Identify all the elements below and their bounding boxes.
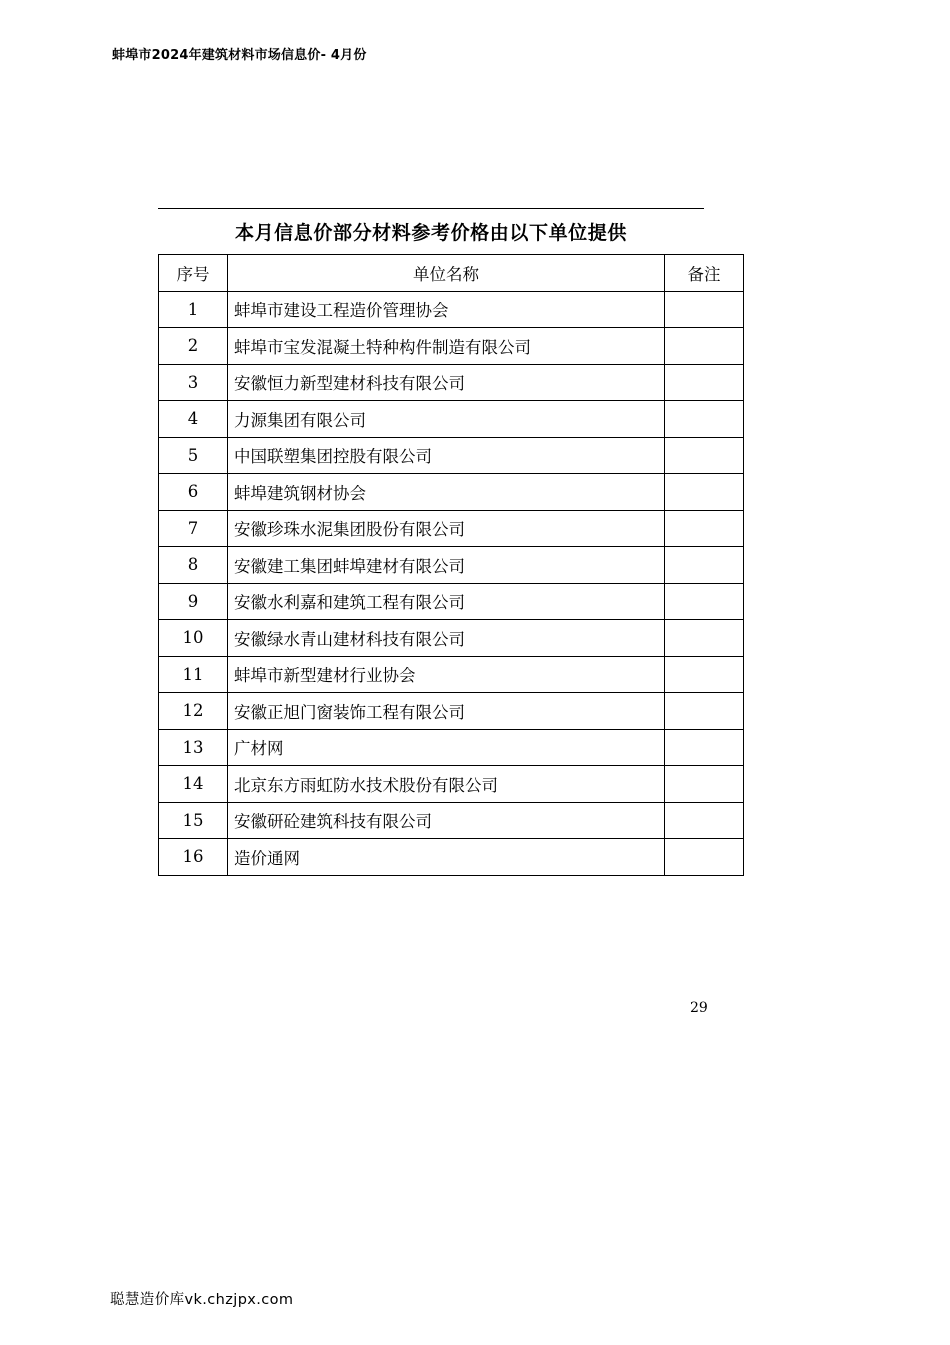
cell-index: 4 [159, 401, 228, 438]
cell-name: 安徽水利嘉和建筑工程有限公司 [228, 583, 665, 620]
cell-name: 蚌埠市建设工程造价管理协会 [228, 291, 665, 328]
cell-index: 3 [159, 364, 228, 401]
table-header [159, 255, 744, 292]
cell-index: 8 [159, 547, 228, 584]
cell-note [665, 766, 744, 803]
cell-index: 2 [159, 328, 228, 365]
cell-name: 安徽正旭门窗装饰工程有限公司 [228, 693, 665, 730]
cell-name: 蚌埠市宝发混凝土特种构件制造有限公司 [228, 328, 665, 365]
cell-note [665, 474, 744, 511]
column-header-name: 单位名称 [228, 255, 665, 292]
table-header-row [159, 255, 744, 292]
cell-note [665, 583, 744, 620]
cell-index: 5 [159, 437, 228, 474]
cell-index: 13 [159, 729, 228, 766]
cell-note [665, 839, 744, 876]
table-row [159, 510, 744, 547]
cell-note [665, 364, 744, 401]
cell-name: 力源集团有限公司 [228, 401, 665, 438]
cell-note [665, 328, 744, 365]
cell-index: 1 [159, 291, 228, 328]
table-row [159, 693, 744, 730]
cell-index: 11 [159, 656, 228, 693]
table-title: 本月信息价部分材料参考价格由以下单位提供 [234, 222, 627, 244]
table-row [159, 437, 744, 474]
cell-note [665, 729, 744, 766]
cell-name: 安徽绿水青山建材科技有限公司 [228, 620, 665, 657]
table-row [159, 547, 744, 584]
cell-name: 广材网 [228, 729, 665, 766]
cell-note [665, 437, 744, 474]
cell-name: 中国联塑集团控股有限公司 [228, 437, 665, 474]
cell-name: 安徽珍珠水泥集团股份有限公司 [228, 510, 665, 547]
table-row [159, 474, 744, 511]
table-row [159, 620, 744, 657]
cell-name: 蚌埠建筑钢材协会 [228, 474, 665, 511]
cell-note [665, 510, 744, 547]
cell-note [665, 291, 744, 328]
table-body [159, 291, 744, 875]
cell-index: 9 [159, 583, 228, 620]
providers-table-block [158, 208, 721, 876]
table-row [159, 291, 744, 328]
table-row [159, 839, 744, 876]
cell-name: 造价通网 [228, 839, 665, 876]
cell-name: 安徽恒力新型建材科技有限公司 [228, 364, 665, 401]
cell-name: 安徽研砼建筑科技有限公司 [228, 802, 665, 839]
cell-index: 7 [159, 510, 228, 547]
cell-note [665, 620, 744, 657]
table-row [159, 364, 744, 401]
cell-index: 10 [159, 620, 228, 657]
cell-index: 15 [159, 802, 228, 839]
cell-note [665, 802, 744, 839]
table-row [159, 401, 744, 438]
cell-note [665, 656, 744, 693]
column-header-index: 序号 [159, 255, 228, 292]
providers-table [158, 254, 744, 876]
cell-name: 蚌埠市新型建材行业协会 [228, 656, 665, 693]
page-header: 蚌埠市2024年建筑材料市场信息价- 4月份 [112, 48, 367, 63]
cell-note [665, 547, 744, 584]
cell-name: 安徽建工集团蚌埠建材有限公司 [228, 547, 665, 584]
table-row [159, 729, 744, 766]
cell-name: 北京东方雨虹防水技术股份有限公司 [228, 766, 665, 803]
cell-index: 12 [159, 693, 228, 730]
footer-watermark: 聪慧造价库vk.chzjpx.com [110, 1292, 294, 1308]
cell-index: 6 [159, 474, 228, 511]
cell-note [665, 693, 744, 730]
column-header-note: 备注 [665, 255, 744, 292]
cell-index: 16 [159, 839, 228, 876]
page-number: 29 [690, 1000, 708, 1016]
cell-note [665, 401, 744, 438]
table-row [159, 766, 744, 803]
table-row [159, 583, 744, 620]
table-row [159, 656, 744, 693]
table-row [159, 328, 744, 365]
table-row [159, 802, 744, 839]
cell-index: 14 [159, 766, 228, 803]
